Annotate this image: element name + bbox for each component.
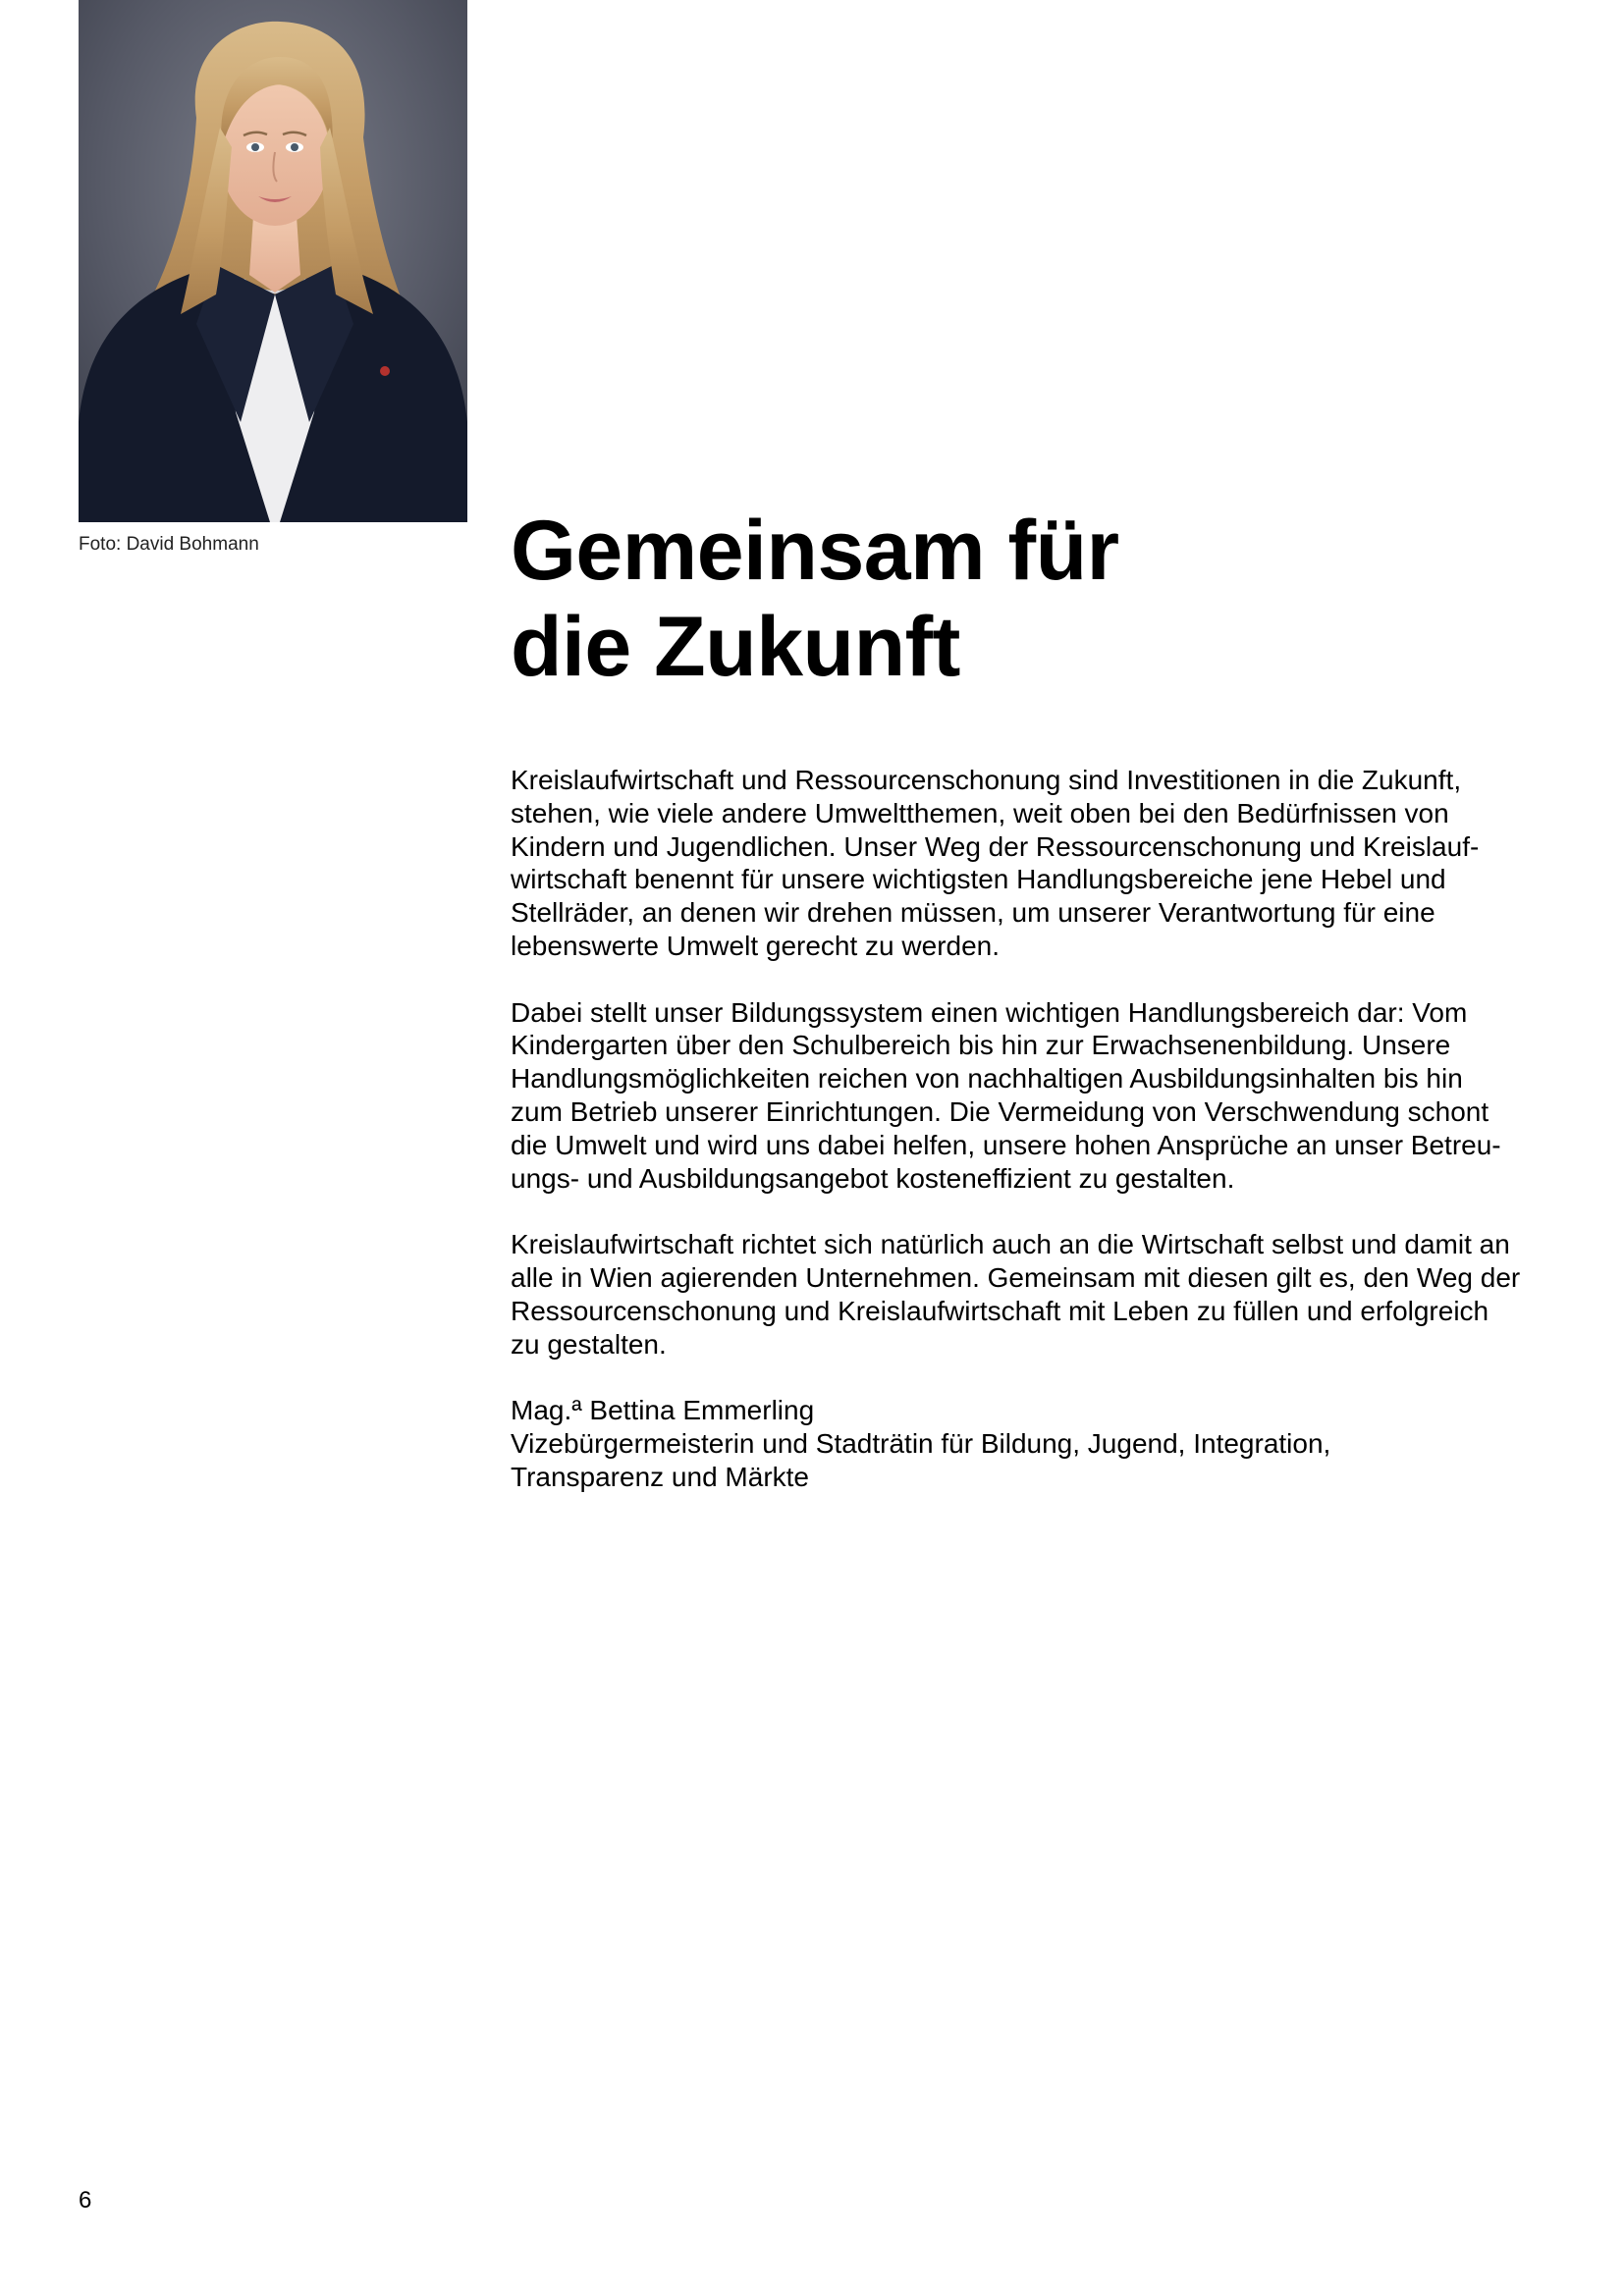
paragraph-line: Kreislaufwirtschaft und Ressourcenschonung sind Investitionen in die Zukunft, (511, 765, 1462, 795)
body-text (511, 764, 1571, 1526)
signature-role-line-2: Transparenz und Märkte (511, 1461, 809, 1492)
paragraph-line: wirtschaft benennt für unsere wichtigsten Handlungsbereiche jene Hebel und (511, 864, 1446, 895)
paragraph-line: ungs- und Ausbildungsangebot kosteneffizient zu gestalten. (511, 1162, 1235, 1194)
paragraph-line: die Umwelt und wird uns dabei helfen, unsere hohen Ansprüche an unser Betreu- (511, 1129, 1501, 1160)
paragraph-line: Stellräder, an denen wir drehen müssen, um unserer Verantwortung für eine (511, 897, 1435, 929)
paragraph-line: Handlungsmöglichkeiten reichen von nachhaltigen Ausbildungsinhalten bis hin (511, 1063, 1463, 1095)
signature-name: Mag.ª Bettina Emmerling (511, 1395, 815, 1426)
portrait-photo (79, 0, 467, 522)
paragraph-line: stehen, wie viele andere Umweltthemen, weit oben bei den Bedürfnissen von (511, 797, 1449, 828)
paragraph-line: Ressourcenschonung und Kreislaufwirtschaft mit Leben zu füllen und erfolgreich (511, 1295, 1489, 1326)
signature-role-line-1: Vizebürgermeisterin und Stadträtin für Bildung, Jugend, Integration, (511, 1427, 1331, 1459)
signature-block (511, 1394, 1571, 1493)
page-number: 6 (79, 2187, 92, 2214)
paragraph-line: Kindergarten über den Schulbereich bis hin zur Erwachsenenbildung. Unsere (511, 1030, 1451, 1061)
paragraph-line: zu gestalten. (511, 1328, 667, 1360)
paragraph-line: Kindern und Jugendlichen. Unser Weg der Ressourcenschonung und Kreislauf- (511, 830, 1480, 862)
paragraph-line: Dabei stellt unser Bildungssystem einen wichtigen Handlungsbereich dar: Vom (511, 996, 1468, 1028)
paragraph-1 (511, 764, 1571, 963)
paragraph-2 (511, 996, 1571, 1196)
photo-credit: Foto: David Bohmann (79, 534, 259, 555)
page-title-line-1: Gemeinsam für (511, 504, 1119, 598)
paragraph-line: alle in Wien agierenden Unternehmen. Gemeinsam mit diesen gilt es, den Weg der (511, 1261, 1521, 1293)
paragraph-line: lebenswerte Umwelt gerecht zu werden. (511, 930, 1001, 961)
page-title-line-2: die Zukunft (511, 600, 960, 694)
page-title (511, 503, 1119, 695)
paragraph-line: zum Betrieb unserer Einrichtungen. Die Vermeidung von Verschwendung schont (511, 1095, 1489, 1127)
portrait-illustration (79, 0, 467, 522)
paragraph-3 (511, 1228, 1571, 1361)
paragraph-line: Kreislaufwirtschaft richtet sich natürlich auch an die Wirtschaft selbst und damit an (511, 1229, 1510, 1260)
